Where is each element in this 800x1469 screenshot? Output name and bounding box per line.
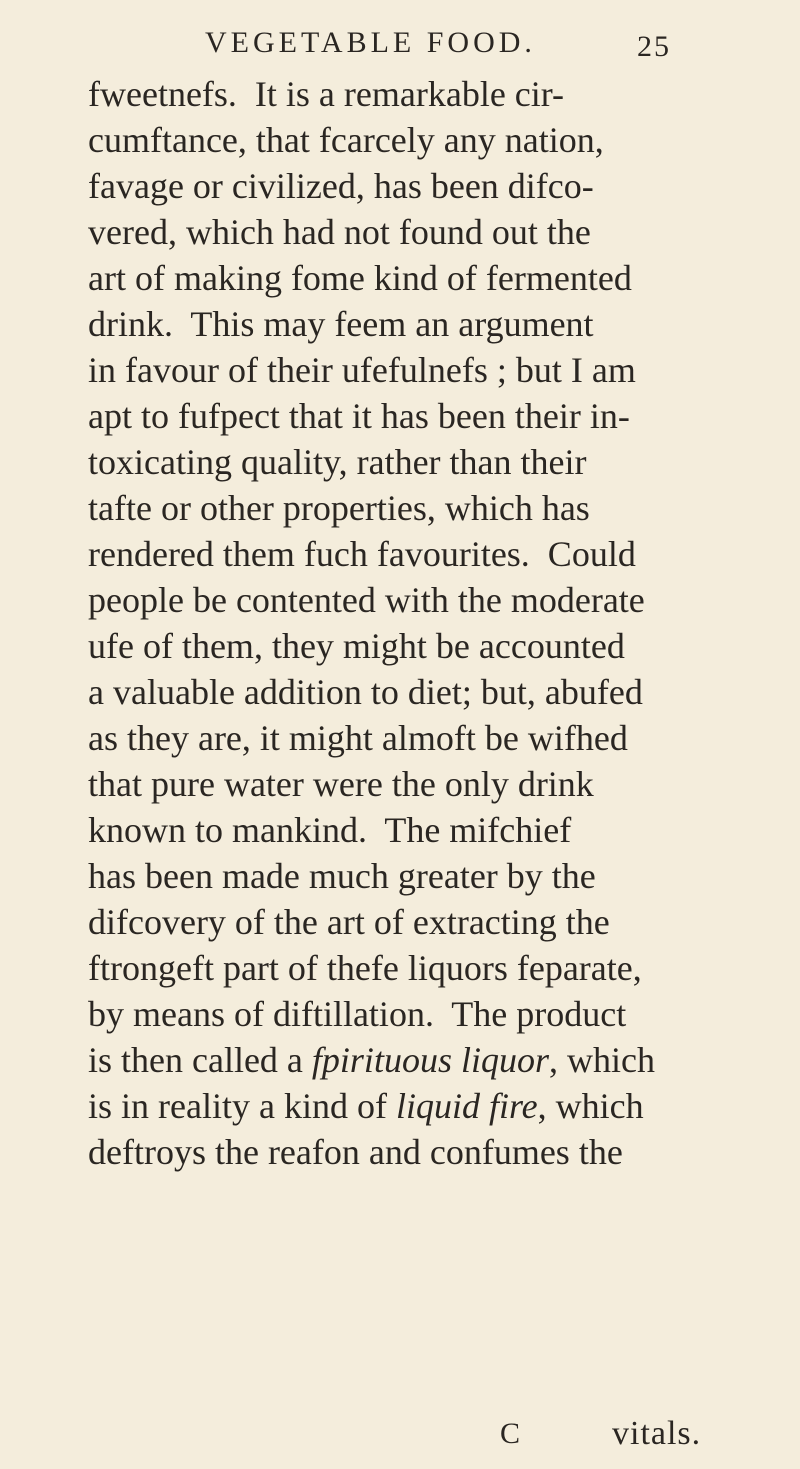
text-line	[88, 1083, 718, 1129]
text-line-content: art of making fome kind of fermented	[88, 258, 632, 298]
text-line-content: that pure water were the only drink	[88, 764, 594, 804]
text-line-content: difcovery of the art of extracting the	[88, 902, 610, 942]
text-line-content: is then called a	[88, 1040, 312, 1080]
text-line	[88, 163, 718, 209]
text-line	[88, 669, 718, 715]
italic-term: liquid fire	[395, 1086, 538, 1126]
text-line	[88, 899, 718, 945]
text-line	[88, 715, 718, 761]
text-line-content: vered, which had not found out the	[88, 212, 591, 252]
text-line-content: known to mankind. The mifchief	[88, 810, 572, 850]
italic-term: fpirituous liquor	[311, 1040, 549, 1080]
text-line-content: , which	[548, 1040, 655, 1080]
text-line-content: drink. This may feem an argument	[88, 304, 594, 344]
running-title: VEGETABLE FOOD.	[205, 26, 536, 59]
text-line	[88, 255, 718, 301]
text-line-content: is in reality a kind of	[88, 1086, 396, 1126]
text-line-content: has been made much greater by the	[88, 856, 596, 896]
text-line-content: by means of diftillation. The product	[88, 994, 627, 1034]
text-line	[88, 991, 718, 1037]
text-line	[88, 393, 718, 439]
text-line	[88, 209, 718, 255]
text-line-content: in favour of their ufefulnefs ; but I am	[88, 350, 636, 390]
page-number: 25	[637, 30, 671, 63]
text-line-content: , which	[537, 1086, 644, 1126]
text-line-content: a valuable addition to diet; but, abufed	[88, 672, 643, 712]
text-line	[88, 1129, 718, 1175]
text-line-content: people be contented with the moderate	[88, 580, 645, 620]
text-line-content: apt to fufpect that it has been their in-	[88, 396, 630, 436]
signature-mark: C	[500, 1417, 521, 1450]
body-text	[88, 71, 718, 1175]
text-line-content: tafte or other properties, which has	[88, 488, 590, 528]
text-line	[88, 853, 718, 899]
text-line	[88, 761, 718, 807]
text-line	[88, 485, 718, 531]
text-line	[88, 439, 718, 485]
text-line-content: favage or civilized, has been difco-	[88, 166, 594, 206]
text-line	[88, 71, 718, 117]
text-line	[88, 301, 718, 347]
text-line	[88, 807, 718, 853]
text-line	[88, 1037, 718, 1083]
running-head	[0, 20, 800, 63]
text-line	[88, 623, 718, 669]
text-line-content: rendered them fuch favourites. Could	[88, 534, 636, 574]
text-line-content: toxicating quality, rather than their	[88, 442, 587, 482]
text-line	[88, 577, 718, 623]
text-line-content: ftrongeft part of thefe liquors feparate,	[88, 948, 642, 988]
text-line-content: deftroys the reafon and confumes the	[88, 1132, 623, 1172]
text-line-content: cumftance, that fcarcely any nation,	[88, 120, 604, 160]
text-line	[88, 117, 718, 163]
text-line-content: ufe of them, they might be accounted	[88, 626, 625, 666]
catchword: vitals.	[612, 1415, 702, 1452]
text-line-content: fweetnefs. It is a remarkable cir-	[88, 74, 565, 114]
text-line	[88, 347, 718, 393]
text-line-content: as they are, it might almoft be wifhed	[88, 718, 628, 758]
text-line	[88, 531, 718, 577]
text-line	[88, 945, 718, 991]
